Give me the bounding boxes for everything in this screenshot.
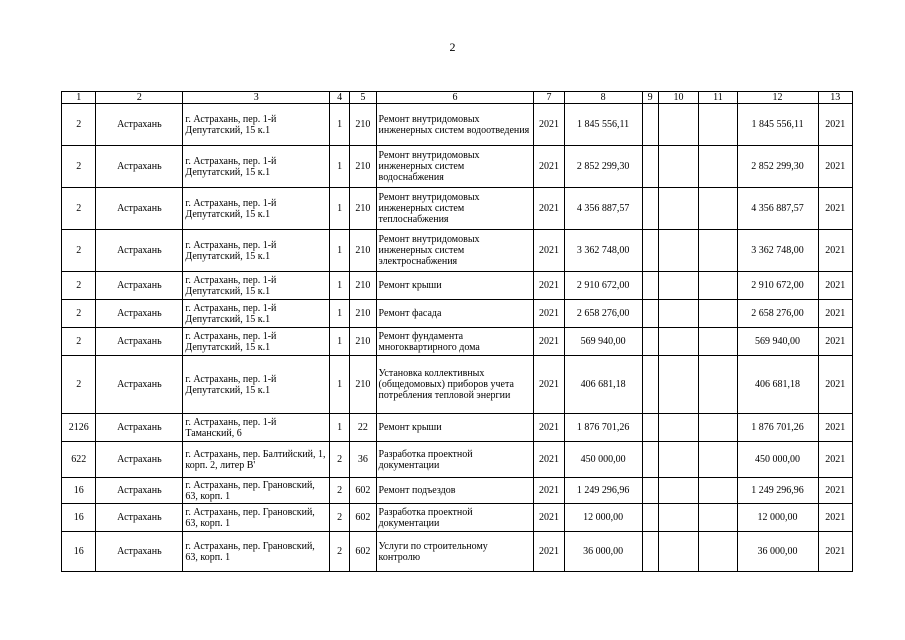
column-header-6: 6 [376,92,534,104]
cell-municipality: Астрахань [96,414,183,442]
cell-municipality: Астрахань [96,532,183,572]
column-header-9: 9 [642,92,658,104]
table-row [62,532,853,572]
cell-address: г. Астрахань, пер. Грановский, 63, корп. 1 [183,504,330,532]
cell-col9 [642,356,658,414]
cell-col10 [658,300,698,328]
cell-col10 [658,532,698,572]
cell-year: 2021 [534,272,564,300]
cell-col10 [658,230,698,272]
cell-col9 [642,272,658,300]
cell-col12-cost: 3 362 748,00 [737,230,818,272]
cell-address: г. Астрахань, пер. Грановский, 63, корп. 1 [183,532,330,572]
cell-col12-cost: 1 876 701,26 [737,414,818,442]
cell-work-type: Ремонт подъездов [376,478,534,504]
cell-col13-year: 2021 [818,188,853,230]
column-header-5: 5 [350,92,376,104]
column-header-13: 13 [818,92,853,104]
cell-address: г. Астрахань, пер. 1-й Депутатский, 15 к.1 [183,104,330,146]
cell-col10 [658,146,698,188]
cell-col5: 36 [350,442,376,478]
cell-col10 [658,328,698,356]
cell-year: 2021 [534,328,564,356]
cell-number: 2 [62,146,96,188]
column-header-1: 1 [62,92,96,104]
cell-number: 2 [62,300,96,328]
cell-year: 2021 [534,230,564,272]
cell-total-cost: 406 681,18 [564,356,642,414]
cell-col9 [642,414,658,442]
cell-col13-year: 2021 [818,532,853,572]
cell-col11 [699,532,737,572]
cell-col12-cost: 1 845 556,11 [737,104,818,146]
cell-col5: 210 [350,230,376,272]
cell-col11 [699,188,737,230]
table-row [62,328,853,356]
cell-col9 [642,230,658,272]
cell-col9 [642,532,658,572]
table-row [62,300,853,328]
column-header-4: 4 [330,92,350,104]
cell-total-cost: 1 845 556,11 [564,104,642,146]
cell-address: г. Астрахань, пер. Балтийский, 1, корп. 2, литер В' [183,442,330,478]
table-row [62,504,853,532]
cell-work-type: Ремонт фасада [376,300,534,328]
cell-col9 [642,104,658,146]
cell-work-type: Ремонт крыши [376,272,534,300]
cell-municipality: Астрахань [96,272,183,300]
cell-total-cost: 1 249 296,96 [564,478,642,504]
cell-number: 622 [62,442,96,478]
cell-col10 [658,478,698,504]
cell-col5: 210 [350,328,376,356]
cell-col4: 1 [330,272,350,300]
table-row [62,414,853,442]
column-header-2: 2 [96,92,183,104]
cell-col11 [699,272,737,300]
cell-year: 2021 [534,532,564,572]
cell-municipality: Астрахань [96,188,183,230]
cell-col13-year: 2021 [818,272,853,300]
cell-number: 2 [62,328,96,356]
cell-col10 [658,356,698,414]
cell-municipality: Астрахань [96,104,183,146]
cell-total-cost: 1 876 701,26 [564,414,642,442]
cell-col4: 1 [330,414,350,442]
cell-col4: 2 [330,532,350,572]
cell-total-cost: 2 910 672,00 [564,272,642,300]
table-row [62,104,853,146]
cell-col12-cost: 1 249 296,96 [737,478,818,504]
table-row [62,146,853,188]
cell-total-cost: 12 000,00 [564,504,642,532]
cell-total-cost: 450 000,00 [564,442,642,478]
cell-col5: 22 [350,414,376,442]
cell-number: 2 [62,188,96,230]
cell-col12-cost: 2 852 299,30 [737,146,818,188]
table-row [62,356,853,414]
cell-col9 [642,300,658,328]
cell-year: 2021 [534,414,564,442]
cell-col13-year: 2021 [818,300,853,328]
page-number: 2 [449,40,456,54]
cell-number: 16 [62,504,96,532]
cell-col10 [658,188,698,230]
cell-col11 [699,442,737,478]
cell-municipality: Астрахань [96,442,183,478]
cell-col10 [658,104,698,146]
cell-col4: 2 [330,504,350,532]
cell-year: 2021 [534,300,564,328]
cell-col13-year: 2021 [818,478,853,504]
cell-work-type: Ремонт внутридомовых инженерных систем водоснабжения [376,146,534,188]
table-row [62,230,853,272]
cell-municipality: Астрахань [96,146,183,188]
cell-col13-year: 2021 [818,146,853,188]
cell-col4: 1 [330,146,350,188]
cell-col4: 2 [330,478,350,504]
cell-work-type: Ремонт фундамента многоквартирного дома [376,328,534,356]
cell-total-cost: 36 000,00 [564,532,642,572]
cell-col5: 210 [350,146,376,188]
cell-address: г. Астрахань, пер. 1-й Депутатский, 15 к.1 [183,230,330,272]
cell-number: 2 [62,230,96,272]
cell-address: г. Астрахань, пер. 1-й Депутатский, 15 к.1 [183,300,330,328]
cell-col9 [642,442,658,478]
cell-municipality: Астрахань [96,504,183,532]
cell-col10 [658,272,698,300]
cell-col11 [699,414,737,442]
cell-address: г. Астрахань, пер. 1-й Депутатский, 15 к.1 [183,356,330,414]
cell-total-cost: 3 362 748,00 [564,230,642,272]
cell-work-type: Ремонт внутридомовых инженерных систем электроснабжения [376,230,534,272]
cell-number: 16 [62,532,96,572]
cell-col13-year: 2021 [818,504,853,532]
cell-col9 [642,328,658,356]
cell-col4: 1 [330,188,350,230]
cell-number: 2 [62,272,96,300]
cell-total-cost: 569 940,00 [564,328,642,356]
column-header-7: 7 [534,92,564,104]
cell-year: 2021 [534,442,564,478]
table-row [62,442,853,478]
cell-address: г. Астрахань, пер. 1-й Таманский, 6 [183,414,330,442]
cell-col12-cost: 12 000,00 [737,504,818,532]
cell-col4: 1 [330,230,350,272]
capital-repair-table [61,91,853,572]
cell-work-type: Разработка проектной документации [376,442,534,478]
cell-col4: 1 [330,328,350,356]
cell-col11 [699,146,737,188]
column-header-8: 8 [564,92,642,104]
cell-col9 [642,504,658,532]
cell-col5: 210 [350,356,376,414]
column-header-11: 11 [699,92,737,104]
cell-col12-cost: 4 356 887,57 [737,188,818,230]
cell-col9 [642,146,658,188]
cell-address: г. Астрахань, пер. 1-й Депутатский, 15 к.1 [183,272,330,300]
cell-col4: 1 [330,104,350,146]
cell-address: г. Астрахань, пер. 1-й Депутатский, 15 к.1 [183,146,330,188]
cell-col13-year: 2021 [818,230,853,272]
cell-municipality: Астрахань [96,328,183,356]
cell-total-cost: 4 356 887,57 [564,188,642,230]
cell-col12-cost: 2 910 672,00 [737,272,818,300]
cell-municipality: Астрахань [96,300,183,328]
cell-col13-year: 2021 [818,328,853,356]
cell-address: г. Астрахань, пер. 1-й Депутатский, 15 к.1 [183,188,330,230]
cell-col11 [699,504,737,532]
cell-municipality: Астрахань [96,478,183,504]
cell-col9 [642,478,658,504]
cell-year: 2021 [534,356,564,414]
cell-col13-year: 2021 [818,104,853,146]
cell-municipality: Астрахань [96,230,183,272]
cell-work-type: Ремонт крыши [376,414,534,442]
cell-year: 2021 [534,478,564,504]
cell-total-cost: 2 852 299,30 [564,146,642,188]
cell-col11 [699,478,737,504]
cell-number: 16 [62,478,96,504]
cell-col12-cost: 2 658 276,00 [737,300,818,328]
cell-col4: 2 [330,442,350,478]
cell-year: 2021 [534,188,564,230]
cell-year: 2021 [534,104,564,146]
cell-col11 [699,356,737,414]
cell-address: г. Астрахань, пер. Грановский, 63, корп. 1 [183,478,330,504]
cell-col5: 602 [350,504,376,532]
cell-col11 [699,230,737,272]
cell-col5: 210 [350,188,376,230]
cell-col13-year: 2021 [818,442,853,478]
cell-col11 [699,300,737,328]
cell-number: 2 [62,356,96,414]
table-row [62,272,853,300]
table-row [62,188,853,230]
column-header-3: 3 [183,92,330,104]
cell-col13-year: 2021 [818,356,853,414]
cell-col5: 210 [350,272,376,300]
column-header-12: 12 [737,92,818,104]
cell-municipality: Астрахань [96,356,183,414]
cell-col9 [642,188,658,230]
cell-work-type: Установка коллективных (общедомовых) приборов учета потребления тепловой энергии [376,356,534,414]
cell-col5: 602 [350,532,376,572]
table-body [62,104,853,572]
cell-col12-cost: 450 000,00 [737,442,818,478]
column-number-row [62,92,853,104]
cell-col4: 1 [330,356,350,414]
cell-work-type: Ремонт внутридомовых инженерных систем водоотведения [376,104,534,146]
cell-col12-cost: 36 000,00 [737,532,818,572]
cell-total-cost: 2 658 276,00 [564,300,642,328]
cell-address: г. Астрахань, пер. 1-й Депутатский, 15 к.1 [183,328,330,356]
cell-col11 [699,104,737,146]
cell-col10 [658,504,698,532]
cell-work-type: Разработка проектной документации [376,504,534,532]
cell-col10 [658,442,698,478]
cell-col12-cost: 569 940,00 [737,328,818,356]
cell-col5: 210 [350,300,376,328]
cell-col5: 210 [350,104,376,146]
cell-number: 2126 [62,414,96,442]
cell-number: 2 [62,104,96,146]
cell-year: 2021 [534,504,564,532]
cell-work-type: Ремонт внутридомовых инженерных систем теплоснабжения [376,188,534,230]
cell-col13-year: 2021 [818,414,853,442]
table-row [62,478,853,504]
cell-col11 [699,328,737,356]
cell-col4: 1 [330,300,350,328]
cell-year: 2021 [534,146,564,188]
cell-col12-cost: 406 681,18 [737,356,818,414]
cell-col5: 602 [350,478,376,504]
cell-work-type: Услуги по строительному контролю [376,532,534,572]
cell-col10 [658,414,698,442]
column-header-10: 10 [658,92,698,104]
